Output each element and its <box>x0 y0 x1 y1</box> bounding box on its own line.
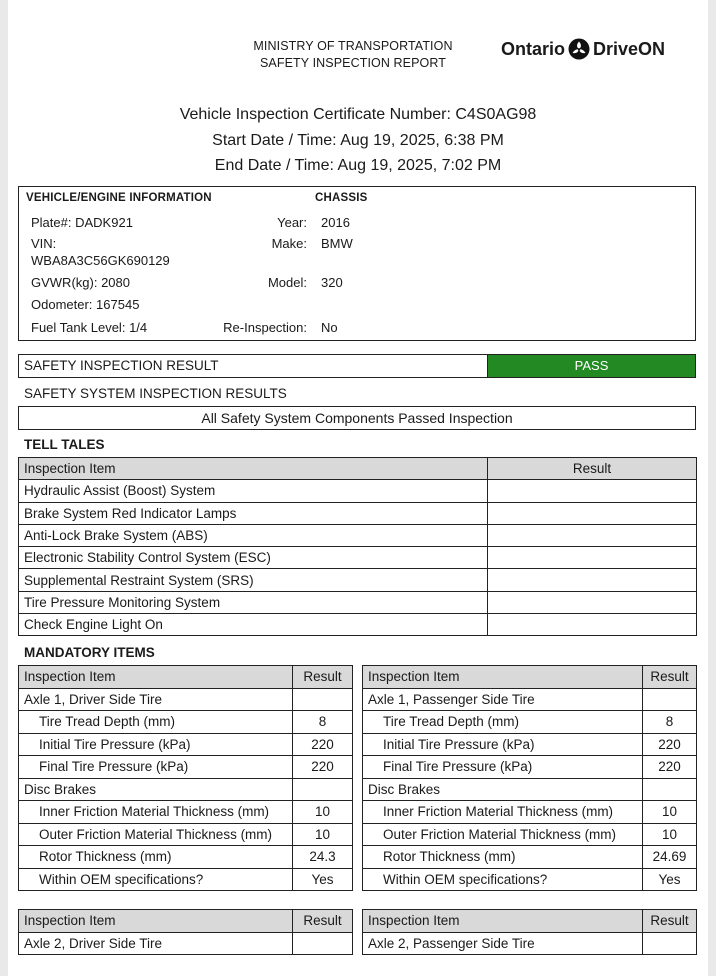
vin-label: VIN: <box>31 236 57 251</box>
result-cell <box>488 614 697 636</box>
result-cell: 10 <box>293 823 353 846</box>
model-value: 320 <box>321 275 343 290</box>
inspection-item: Initial Tire Pressure (kPa) <box>19 733 293 756</box>
result-cell: 24.69 <box>643 846 697 869</box>
ministry-line-2: SAFETY INSPECTION REPORT <box>260 56 446 70</box>
model-label: Model: <box>267 275 307 290</box>
gvwr-value: 2080 <box>101 275 130 290</box>
mandatory-driver-side-table <box>18 665 353 891</box>
trillium-icon <box>568 38 590 60</box>
plate-label: Plate#: <box>31 215 72 230</box>
result-cell: 220 <box>293 756 353 779</box>
table-row <box>19 711 353 734</box>
table-header-row <box>363 666 697 689</box>
table-row <box>19 733 353 756</box>
ministry-line-1: MINISTRY OF TRANSPORTATION <box>253 39 453 53</box>
logo-text-driveon: DriveON <box>593 38 666 59</box>
fuel-level-field <box>31 320 147 335</box>
inspection-item: Tire Tread Depth (mm) <box>363 711 643 734</box>
certificate-number: Vehicle Inspection Certificate Number: C4S0AG98 <box>179 106 537 123</box>
table-row <box>363 868 697 891</box>
column-header-result: Result <box>643 910 697 933</box>
vehicle-engine-section-label: VEHICLE/ENGINE INFORMATION <box>26 192 212 204</box>
year-value: 2016 <box>321 215 350 230</box>
inspection-item: Check Engine Light On <box>19 614 488 636</box>
empty-cell <box>293 932 353 955</box>
table-header-row <box>363 910 697 933</box>
inspection-item: Rotor Thickness (mm) <box>19 846 293 869</box>
table-row <box>363 756 697 779</box>
plate-value: DADK921 <box>75 215 133 230</box>
result-cell: 220 <box>643 756 697 779</box>
fuel-level-value: 1/4 <box>129 320 148 335</box>
table-row <box>363 801 697 824</box>
inspection-item: Within OEM specifications? <box>363 868 643 891</box>
result-cell <box>488 502 697 524</box>
result-cell: 24.3 <box>293 846 353 869</box>
ontario-driveon-logo <box>501 38 665 60</box>
inspection-item: Inner Friction Material Thickness (mm) <box>363 801 643 824</box>
plate-field <box>31 215 133 230</box>
column-header-result: Result <box>293 910 353 933</box>
inspection-item: Tire Tread Depth (mm) <box>19 711 293 734</box>
inspection-item: Rotor Thickness (mm) <box>363 846 643 869</box>
inspection-item: Initial Tire Pressure (kPa) <box>363 733 643 756</box>
reinspection-value: No <box>321 320 338 335</box>
empty-cell <box>643 932 697 955</box>
result-cell: 10 <box>293 801 353 824</box>
safety-system-title: SAFETY SYSTEM INSPECTION RESULTS <box>24 386 287 401</box>
empty-cell <box>293 688 353 711</box>
table-row <box>363 778 697 801</box>
table-header-row <box>19 458 697 480</box>
column-header-result: Result <box>488 458 697 480</box>
inspection-item: Outer Friction Material Thickness (mm) <box>363 823 643 846</box>
inspection-item: Hydraulic Assist (Boost) System <box>19 480 488 502</box>
inspection-item: Within OEM specifications? <box>19 868 293 891</box>
group-label: Axle 2, Driver Side Tire <box>19 932 293 955</box>
table-row <box>19 756 353 779</box>
table-row <box>19 868 353 891</box>
gvwr-label: GVWR(kg): <box>31 275 98 290</box>
safety-inspection-result-row <box>18 354 696 378</box>
result-cell <box>488 547 697 569</box>
group-label: Disc Brakes <box>19 778 293 801</box>
inspection-item: Tire Pressure Monitoring System <box>19 591 488 613</box>
result-cell: 220 <box>643 733 697 756</box>
column-header-item: Inspection Item <box>19 910 293 933</box>
column-header-result: Result <box>293 666 353 689</box>
result-cell <box>488 569 697 591</box>
result-cell <box>488 480 697 502</box>
table-header-row <box>19 666 353 689</box>
odometer-value: 167545 <box>96 297 140 312</box>
column-header-item: Inspection Item <box>19 458 488 480</box>
group-label: Axle 2, Passenger Side Tire <box>363 932 643 955</box>
table-header-row <box>19 910 353 933</box>
vehicle-info-box <box>18 186 696 341</box>
inspection-item: Anti-Lock Brake System (ABS) <box>19 524 488 546</box>
logo-text-ontario: Ontario <box>501 38 566 59</box>
empty-cell <box>643 688 697 711</box>
end-date-time: End Date / Time: Aug 19, 2025, 7:02 PM <box>214 157 502 174</box>
tell-tales-title: TELL TALES <box>24 437 105 452</box>
axle2-passenger-side-table <box>362 909 697 955</box>
inspection-item: Electronic Stability Control System (ESC) <box>19 547 488 569</box>
make-value: BMW <box>321 236 353 251</box>
table-row <box>363 823 697 846</box>
table-row <box>363 846 697 869</box>
table-row <box>19 778 353 801</box>
ministry-heading <box>218 38 488 72</box>
result-cell <box>488 591 697 613</box>
inspection-item: Supplemental Restraint System (SRS) <box>19 569 488 591</box>
table-row <box>19 688 353 711</box>
result-cell: 8 <box>293 711 353 734</box>
make-label: Make: <box>271 236 307 251</box>
odometer-field <box>31 297 139 312</box>
gvwr-field <box>31 275 130 290</box>
chassis-section-label: CHASSIS <box>315 192 368 204</box>
safety-system-summary: All Safety System Components Passed Inspection <box>18 406 696 430</box>
column-header-result: Result <box>643 666 697 689</box>
mandatory-items-title: MANDATORY ITEMS <box>24 645 155 660</box>
empty-cell <box>293 778 353 801</box>
inspection-item: Final Tire Pressure (kPa) <box>19 756 293 779</box>
table-row <box>363 733 697 756</box>
column-header-item: Inspection Item <box>363 666 643 689</box>
table-row <box>19 846 353 869</box>
column-header-item: Inspection Item <box>19 666 293 689</box>
pass-status-badge: PASS <box>488 355 695 377</box>
fuel-level-label: Fuel Tank Level: <box>31 320 126 335</box>
report-page <box>8 0 708 976</box>
result-cell <box>488 524 697 546</box>
start-date-time: Start Date / Time: Aug 19, 2025, 6:38 PM <box>212 132 504 149</box>
result-cell: Yes <box>293 868 353 891</box>
empty-cell <box>643 778 697 801</box>
tell-tales-table <box>18 457 697 636</box>
table-row <box>363 932 697 955</box>
odometer-label: Odometer: <box>31 297 93 312</box>
table-row <box>19 823 353 846</box>
table-row <box>19 480 697 502</box>
inspection-item: Inner Friction Material Thickness (mm) <box>19 801 293 824</box>
inspection-item: Brake System Red Indicator Lamps <box>19 502 488 524</box>
vin-value: WBA8A3C56GK690129 <box>31 253 170 268</box>
table-row <box>19 614 697 636</box>
result-cell: 10 <box>643 801 697 824</box>
result-cell: 220 <box>293 733 353 756</box>
table-row <box>19 569 697 591</box>
table-row <box>19 932 353 955</box>
inspection-item: Outer Friction Material Thickness (mm) <box>19 823 293 846</box>
table-row <box>363 711 697 734</box>
table-row <box>363 688 697 711</box>
table-row <box>19 524 697 546</box>
group-label: Disc Brakes <box>363 778 643 801</box>
safety-inspection-result-label: SAFETY INSPECTION RESULT <box>19 355 488 377</box>
axle2-driver-side-table <box>18 909 353 955</box>
group-label: Axle 1, Passenger Side Tire <box>363 688 643 711</box>
result-cell: 10 <box>643 823 697 846</box>
table-row <box>19 801 353 824</box>
reinspection-label: Re-Inspection: <box>223 320 307 335</box>
column-header-item: Inspection Item <box>363 910 643 933</box>
table-row <box>19 547 697 569</box>
mandatory-passenger-side-table <box>362 665 697 891</box>
result-cell: Yes <box>643 868 697 891</box>
table-row <box>19 591 697 613</box>
year-label: Year: <box>277 215 307 230</box>
group-label: Axle 1, Driver Side Tire <box>19 688 293 711</box>
result-cell: 8 <box>643 711 697 734</box>
inspection-item: Final Tire Pressure (kPa) <box>363 756 643 779</box>
table-row <box>19 502 697 524</box>
